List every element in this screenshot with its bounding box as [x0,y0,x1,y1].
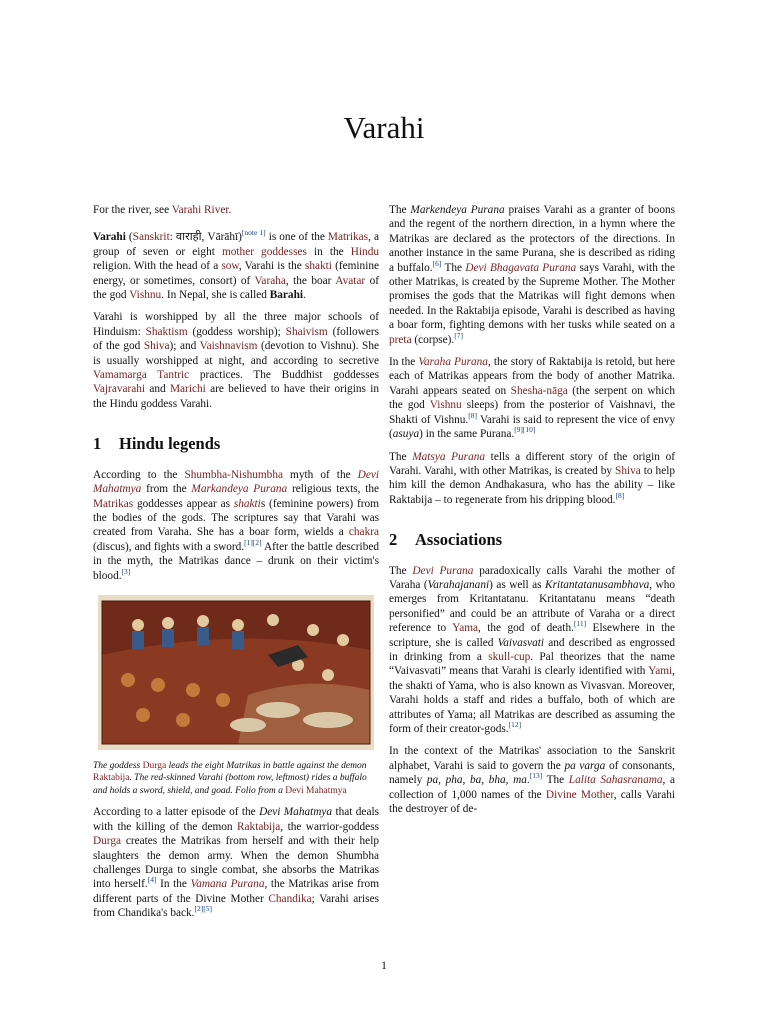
citation-ref[interactable]: [6] [432,258,442,268]
text-run: , a group of seven or eight [93,231,379,258]
text-run: Vaivasvati [497,636,545,649]
text-run: ); and [169,340,200,353]
text-run: Varahi is worshipped by all the three major schools of Hinduism: [93,311,379,338]
tantric-link[interactable]: Tantric [157,369,190,382]
intro-paragraph-2 [93,310,379,411]
text-run [147,369,158,381]
preta-link[interactable]: preta [389,333,412,346]
vishnu-link[interactable]: Vishnu [429,399,462,412]
text-run: ( [125,231,133,244]
section-heading-associations: 2 Associations [389,530,503,550]
text-run: (corpse). [411,333,455,346]
shakti-link[interactable]: shakti [304,260,332,273]
text-run: Markendeya Purana [410,204,505,216]
vamamarga-link[interactable]: Vamamarga [93,369,147,382]
text-run: Varahi is said to represent the vice of envy ( [389,413,675,441]
text-run: ) as well as [489,578,546,591]
devi-purana-link[interactable]: Devi Purana [412,564,474,577]
text-run: . [303,289,306,302]
matrikas-link[interactable]: Matrikas [327,231,369,244]
text-run: praises Varahi as a granter of boons and the regent of the northern direction, in a hymn where the Matrikas are declared as the protectors of the directions. In another instance in the same Purana, she is described as riding a buffalo. [389,204,676,274]
text-run: Elsewhere in the scripture, she is called [389,622,675,649]
lalita-sahasranama-link[interactable]: Lalita Sahasranama [568,774,663,787]
text-run: myth of the [282,468,358,481]
text-run: that deals with the killing of the demon [93,806,379,833]
vaishnavism-link[interactable]: Vaishnavism [199,340,258,353]
durga-matrikas-painting[interactable] [98,595,374,750]
text-run: goddesses appear as [133,497,234,510]
vamana-purana-link[interactable]: Vamana Purana [190,878,265,891]
right-column-flow [389,203,675,816]
markandeya-purana-link[interactable]: Markandeya Purana [191,483,288,496]
text-run: ; Varahi arises from Chandika's back. [93,892,379,920]
text-run: The [441,261,466,274]
associations-paragraph-1 [389,564,675,737]
text-run: and [145,383,170,396]
citation-ref[interactable]: [4] [147,875,157,885]
legends-paragraph-4 [389,355,675,441]
text-run: creates the Matrikas from herself and with their help slaughters the demon army. When the demon Shumbha challenges Durga to single combat, she absorbs the Matrikas into herself. [93,835,379,891]
text-run: , the warrior-goddess [280,820,379,833]
text-run: says Varahi, with the other Matrikas, is created by the Supreme Mother. The Mother promises the gods that the Matrikas will fight demons when needed. In the Raktabija episode, Varahi is described as having a boar form, fighting demons with her tusks while seated on a [389,261,675,332]
text-run: Varahajanani [427,578,490,591]
shaivism-link[interactable]: Shaivism [285,325,328,338]
text-run: , the story of Raktabija is retold, but here each of Matrikas appears from the body of another Matrika. Varahi appears seated on [389,356,675,397]
text-run: , the god of death. [478,622,574,635]
shakti-link[interactable]: shakti [233,497,261,510]
text-run: in the [306,245,351,258]
shumbha-nishumbha-link[interactable]: Shumbha-Nishumbha [184,468,283,481]
devi-mahatmya-link[interactable]: Devi Mahatmya [93,468,379,496]
varahi-river-link[interactable]: Varahi River [171,204,229,216]
text-run: , the shakti of Yama, who is also known as Vivasvan. Moreover, Varahi holds a staff and rides a buffalo, both of which are attributes of Yama; all Matrikas are described as assuming the form of their creator-gods. [389,665,675,735]
text-run: pa, pha, ba, bha, ma [426,774,527,787]
divine-mother-link[interactable]: Divine Mother [545,788,614,801]
text-run: , the boar [285,274,336,287]
text-run: (feminine energy, or sometimes, consort) of [93,260,379,287]
shesha-n-ga-link[interactable]: Shesha-nāga [510,384,568,397]
text-run: In the [389,356,419,369]
text-run: , calls Varahi the destroyer of de- [389,788,675,816]
text-run: , who emerges from Kritantatanu. Kritantatanu means “death personified” and could be an attribute of Varaha or a direct reference to [389,578,675,635]
skull-cup-link[interactable]: skull-cup [488,650,531,663]
citation-ref[interactable]: [note 1] [241,228,266,238]
text-run: to help him kill the demon Andhakasura, who has the ability – like Raktabija – to regenerate from his dripping blood. [389,464,675,506]
citation-ref[interactable]: [2][5] [194,904,212,914]
sow-link[interactable]: sow [221,260,239,273]
citation-ref[interactable]: [1][2] [244,537,262,547]
text-run: Devi Mahatmya [259,806,333,819]
durga-link[interactable]: Durga [142,760,167,771]
citation-ref[interactable]: [8] [615,490,625,500]
figure [93,595,379,798]
text-run: sleeps) from the posterior of Vaishnavi, the Shakti of Vishnu. [389,399,675,426]
legends-paragraph-5 [389,450,675,508]
text-run: religious texts, the [287,483,380,496]
raktabija-link[interactable]: Raktabija [237,820,281,833]
vajravarahi-link[interactable]: Vajravarahi [93,383,146,396]
legends-paragraph-3 [389,203,675,347]
citation-ref[interactable]: [8] [468,410,478,420]
hindu-link[interactable]: Hindu [350,245,379,258]
text-run: asuya [392,428,420,441]
legends-paragraph-1 [93,468,379,583]
citation-ref[interactable]: [9][10] [514,425,536,435]
text-run: , a collection of 1,000 names of the [389,774,675,801]
text-run: and described as engrossed in drinking from a [389,636,675,663]
text-run: is one of the [265,231,328,244]
sanskrit-link[interactable]: Sanskrit [132,231,170,244]
matrikas-link[interactable]: Matrikas [93,497,134,510]
citation-ref[interactable]: [13] [529,771,543,781]
right-column [389,203,675,824]
text-run: In the [156,878,191,891]
devi-bhagavata-purana-link[interactable]: Devi Bhagavata Purana [465,261,577,274]
text-run: . In Nepal, she is called [161,289,270,302]
text-run: Barahi [269,289,303,302]
text-run: According to a latter episode of the [93,806,260,819]
text-run: (the serpent on which the god [389,384,675,412]
text-run: : वाराही, Vārāhī) [169,231,242,244]
hatnote: For the river, see Varahi River. [93,204,232,216]
shaktism-link[interactable]: Shaktism [145,325,188,338]
text-run: Varahi [93,231,126,244]
text-run: , the Matrikas arise from different parts of the Divine Mother [93,878,379,905]
matsya-purana-link[interactable]: Matsya Purana [412,450,486,463]
durga-link[interactable]: Durga [93,835,122,848]
text-run: After the battle described in the myth, the Matrikas dance – drunk on their victim's blood. [93,540,380,582]
text-run: The [389,450,413,463]
associations-paragraph-2 [389,744,675,816]
text-run: According to the [93,468,185,481]
varaha-purana-link[interactable]: Varaha Purana [418,356,488,369]
text-run: practices. The Buddhist goddesses [189,369,380,382]
text-run: The [389,204,411,216]
text-run: leads the eight Matrikas in battle against the demon [166,760,367,771]
text-run: from the [141,483,192,496]
text-run: (discus), and fights with a sword. [93,540,245,553]
text-run: pa varga [564,759,606,772]
text-run: (devotion to Vishnu). She is usually worshipped at night, and according to secretive [93,340,379,367]
citation-ref[interactable]: [3] [121,566,131,576]
text-run: tells a different story of the origin of Varahi. Varahi, with other Matrikas, is created by [389,450,675,477]
text-run: s (feminine powers) from the bodies of the gods. The scriptures say that Varahi was created from Varaha. She has a boar form, wields a [93,497,379,539]
vishnu-link[interactable]: Vishnu [129,289,162,302]
text-run: . [526,774,530,787]
text-run: , Varahi is the [238,260,305,273]
left-column [93,203,379,929]
raktabija-link[interactable]: Raktabija [93,773,130,784]
text-run: The goddess [93,760,143,771]
marichi-link[interactable]: Marichi [170,383,206,396]
page-title: Varahi [343,110,425,145]
text-run: The [542,774,569,787]
legends-paragraph-2 [93,805,379,920]
text-run: of the god [93,274,379,302]
yama-link[interactable]: Yama [452,622,479,635]
varaha-link[interactable]: Varaha [254,274,286,287]
shiva-link[interactable]: Shiva [615,464,641,477]
text-run: . Pal theorizes that the name “Vaivasvati” means that Varahi is clearly identified with [389,650,675,678]
text-run: religion. With the head of a [93,260,222,273]
citation-ref[interactable]: [11] [573,619,587,629]
citation-ref[interactable]: [7] [454,330,463,340]
text-run: The [389,564,413,577]
shiva-link[interactable]: Shiva [143,340,170,353]
text-run: . The red-skinned Varahi (bottom row, leftmost) rides a buffalo and holds a sword, shield, and goad. Folio from a [93,773,367,796]
yami-link[interactable]: Yami [648,665,673,678]
citation-ref[interactable]: [12] [508,720,522,730]
page-number: 1 [381,960,387,972]
text-run: In the context of the Matrikas' association to the Sanskrit alphabet, Varahi is said to govern the [389,745,675,772]
intro-paragraph-1 [93,230,379,302]
text-run: (goddess worship); [187,325,286,338]
section-heading-hindu-legends: 1 Hindu legends [93,434,221,454]
text-run: (followers of the god [93,325,379,353]
text-run: of consonants, namely [389,759,676,787]
text-run: are believed to have their origins in the Hindu goddess Varahi. [93,383,379,410]
text-run: Kritantatanusambhava [545,578,650,591]
figure-caption [93,760,379,798]
text-run: ) in the same Purana. [419,428,515,441]
avatar-link[interactable]: Avatar [335,274,366,287]
chakra-link[interactable]: chakra [348,526,379,539]
chandika-link[interactable]: Chandika [268,892,312,905]
devi-mahatmya-link[interactable]: Devi Mahatmya [285,785,347,796]
mother-goddesses-link[interactable]: mother goddesses [221,245,307,258]
text-run: paradoxically calls Varahi the mother of Varaha ( [389,564,676,591]
